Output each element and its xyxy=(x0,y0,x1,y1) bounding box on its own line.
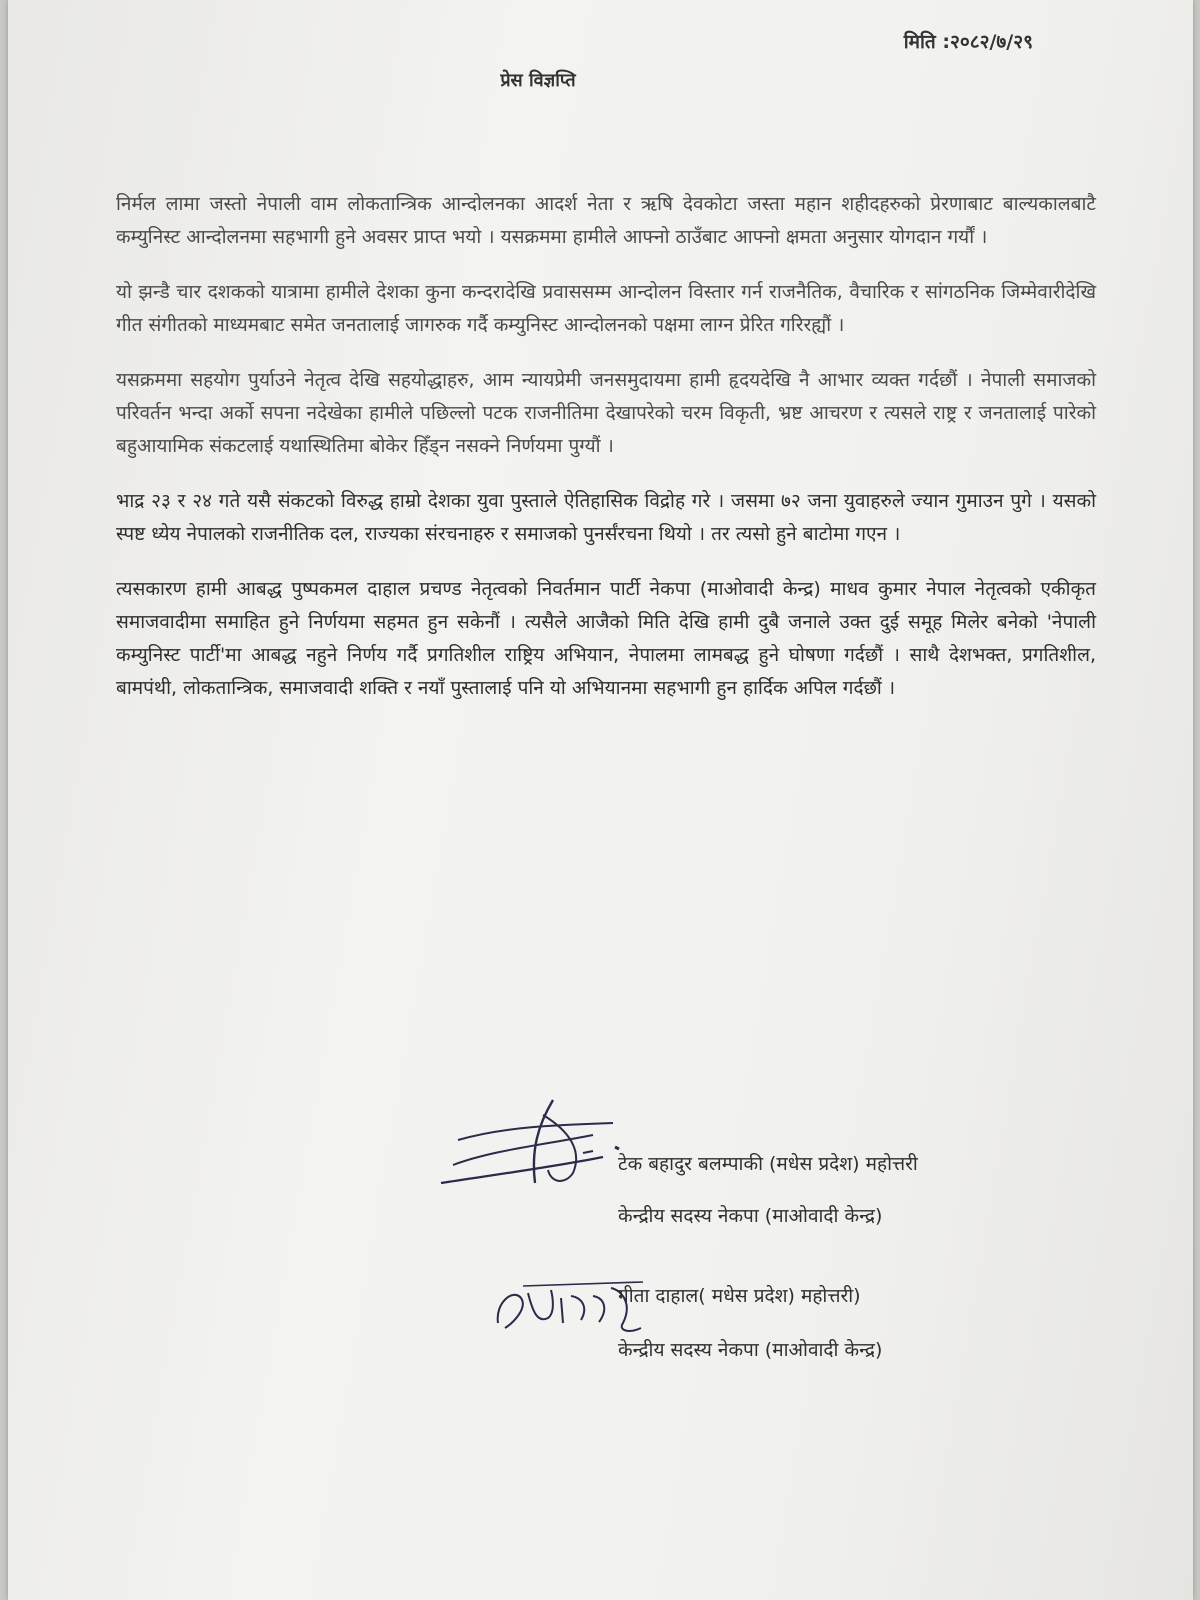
signatory-1-name: टेक बहादुर बलम्पाकी (मधेस प्रदेश) महोत्तरी xyxy=(618,1153,918,1175)
signatory-2-name: गीता दाहाल( मधेस प्रदेश) महोत्तरी) xyxy=(618,1285,861,1307)
paragraph-4: भाद्र २३ र २४ गते यसै संकटको विरुद्ध हाम्रो देशका युवा पुस्ताले ऐतिहासिक विद्रोह गरे । जसमा ७२ जना युवाहरुले ज्यान गुमाउन पुगे । यसको स्पष्ट ध्येय नेपालको राजनीतिक दल, राज्यका संरचनाहरु र समाजको पुनर्संरचना थियो । तर त्यसो हुने बाटोमा गएन । xyxy=(116,490,1096,545)
document-date: मिति :२०८२/७/२९ xyxy=(903,31,1033,53)
signature-1-icon xyxy=(433,1095,633,1195)
signatory-2-role: केन्द्रीय सदस्य नेकपा (माओवादी केन्द्र) xyxy=(618,1339,883,1361)
paragraph-3: यसक्रममा सहयोग पुर्याउने नेतृत्व देखि सहयोद्धाहरु, आम न्यायप्रेमी जनसमुदायमा हामी हृदयदेखि नै आभार व्यक्त गर्दछौं । नेपाली समाजको परिवर्तन भन्दा अर्को सपना नदेखेका हामीले पछिल्लो पटक राजनीतिमा देखापरेको चरम विकृती, भ्रष्ट आचरण र त्यसले राष्ट्र र जनतालाई पारेको बहुआयामिक संकटलाई यथास्थितिमा बोकेर हिँड्न नसक्ने निर्णयमा पुग्यौं । xyxy=(116,369,1096,457)
document-page xyxy=(8,0,1193,1600)
document-title: प्रेस विज्ञप्ति xyxy=(500,70,576,91)
paragraph-5: त्यसकारण हामी आबद्ध पुष्पकमल दाहाल प्रचण्ड नेतृत्वको निवर्तमान पार्टी नेकपा (माओवादी केन्द्र) माधव कुमार नेपाल नेतृत्वको एकीकृत समाजवादीमा समाहित हुने निर्णयमा सहमत हुन सकेनौं । त्यसैले आजैको मिति देखि हामी दुबै जनाले उक्त दुई समूह मिलेर बनेको 'नेपाली कम्युनिस्ट पार्टी'मा आबद्ध नहुने निर्णय गर्दै प्रगतिशील राष्ट्रिय अभियान, नेपालमा लामबद्ध हुने घोषणा गर्दछौं । साथै देशभक्त, प्रगतिशील, बामपंथी, लोकतान्त्रिक, समाजवादी शक्ति र नयाँ पुस्तालाई पनि यो अभियानमा सहभागी हुन हार्दिक अपिल गर्दछौं । xyxy=(116,578,1096,699)
signatory-1-role: केन्द्रीय सदस्य नेकपा (माओवादी केन्द्र) xyxy=(618,1205,883,1227)
paragraph-1: निर्मल लामा जस्तो नेपाली वाम लोकतान्त्रिक आन्दोलनका आदर्श नेता र ऋषि देवकोटा जस्ता महान शहीदहरुको प्रेरणाबाट बाल्यकालबाटै कम्युनिस्ट आन्दोलनमा सहभागी हुने अवसर प्राप्त भयो । यसक्रममा हामीले आफ्नो ठाउँबाट आफ्नो क्षमता अनुसार योगदान गर्यौं । xyxy=(116,193,1096,248)
document-body xyxy=(116,188,1096,727)
paragraph-2: यो झन्डै चार दशकको यात्रामा हामीले देशका कुना कन्दरादेखि प्रवाससम्म आन्दोलन विस्तार गर्न राजनैतिक, वैचारिक र सांगठनिक जिम्मेवारीदेखि गीत संगीतको माध्यमबाट समेत जनतालाई जागरुक गर्दै कम्युनिस्ट आन्दोलनको पक्षमा लाग्न प्रेरित गरिरह्यौं । xyxy=(116,281,1096,336)
